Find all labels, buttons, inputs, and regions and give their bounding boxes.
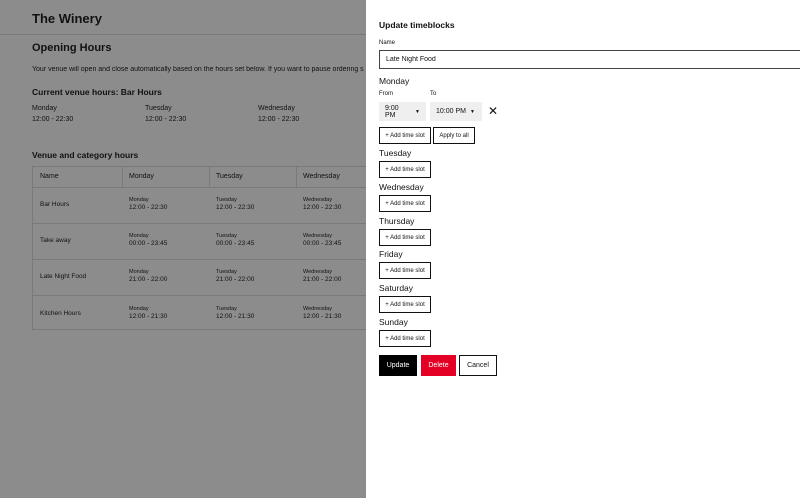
- table-cell: Tuesday 00:00 - 23:45: [216, 233, 255, 247]
- table-cell: Wednesday 21:00 - 22:00: [303, 269, 342, 283]
- row-name[interactable]: Bar Hours: [40, 201, 70, 208]
- name-input[interactable]: [379, 50, 800, 69]
- row-divider: [33, 295, 367, 296]
- venue-category-heading: Venue and category hours: [32, 150, 139, 160]
- name-label: Name: [379, 40, 396, 46]
- column-divider: [296, 167, 297, 187]
- table-cell: Wednesday 12:00 - 22:30: [303, 197, 342, 211]
- current-day-time: 12:00 - 22:30: [145, 116, 187, 123]
- day-label-wednesday: Wednesday: [379, 182, 424, 192]
- to-time-select[interactable]: [430, 102, 482, 121]
- chevron-down-icon: ▼: [415, 108, 420, 115]
- column-divider: [122, 167, 123, 187]
- venue-brand: The Winery: [32, 11, 102, 26]
- add-time-slot-button-thursday[interactable]: + Add time slot: [379, 229, 431, 246]
- column-header-monday: Monday: [129, 173, 154, 180]
- current-day-time: 12:00 - 22:30: [32, 116, 74, 123]
- table-cell: Tuesday 12:00 - 21:30: [216, 306, 255, 320]
- day-label-friday: Friday: [379, 249, 403, 259]
- add-time-slot-button-monday[interactable]: + Add time slot: [379, 127, 431, 144]
- update-button[interactable]: Update: [379, 355, 417, 376]
- day-label-sunday: Sunday: [379, 317, 408, 327]
- update-timeblocks-panel: [366, 0, 800, 498]
- column-header-wednesday: Wednesday: [303, 173, 340, 180]
- table-cell: Wednesday 00:00 - 23:45: [303, 233, 342, 247]
- current-day-label: Tuesday: [145, 105, 172, 112]
- day-label-thursday: Thursday: [379, 216, 415, 226]
- header-divider: [0, 34, 366, 35]
- current-day-label: Wednesday: [258, 105, 295, 112]
- panel-title: Update timeblocks: [379, 20, 455, 30]
- row-name[interactable]: Late Night Food: [40, 273, 87, 280]
- table-cell: Monday 21:00 - 22:00: [129, 269, 168, 283]
- current-day-wednesday: [258, 105, 299, 123]
- current-day-tuesday: [145, 105, 186, 123]
- to-label: To: [430, 91, 437, 97]
- chevron-down-icon: ▼: [469, 108, 475, 115]
- from-time-select[interactable]: [379, 102, 426, 121]
- table-cell: Tuesday 21:00 - 22:00: [216, 269, 255, 283]
- day-label-monday: Monday: [379, 76, 410, 86]
- from-label: From: [379, 91, 393, 97]
- table-cell: Tuesday 12:00 - 22:30: [216, 197, 255, 211]
- from-time-value: 9:00 PM: [385, 104, 399, 119]
- apply-to-all-button[interactable]: Apply to all: [433, 127, 475, 144]
- add-time-slot-button-friday[interactable]: + Add time slot: [379, 262, 431, 279]
- day-label-saturday: Saturday: [379, 283, 414, 293]
- delete-button[interactable]: Delete: [421, 355, 456, 376]
- current-day-label: Monday: [32, 105, 57, 112]
- row-name[interactable]: Take away: [40, 237, 71, 244]
- column-header-tuesday: Tuesday: [216, 173, 243, 180]
- venue-hours-table: [32, 166, 366, 330]
- opening-hours-intro: Your venue will open and close automatically based on the hours set below. If you want to pause ordering s: [32, 66, 364, 73]
- add-time-slot-button-saturday[interactable]: + Add time slot: [379, 296, 431, 313]
- row-name[interactable]: Kitchen Hours: [40, 310, 81, 317]
- current-hours-heading: Current venue hours: Bar Hours: [32, 87, 162, 97]
- row-divider: [33, 187, 367, 188]
- opening-hours-heading: Opening Hours: [32, 42, 112, 54]
- current-day-monday: [32, 105, 73, 123]
- table-cell: Monday 12:00 - 22:30: [129, 197, 168, 211]
- table-cell: Monday 12:00 - 21:30: [129, 306, 168, 320]
- column-divider: [209, 167, 210, 187]
- table-cell: Wednesday 12:00 - 21:30: [303, 306, 342, 320]
- row-divider: [33, 223, 367, 224]
- day-label-tuesday: Tuesday: [379, 148, 412, 158]
- column-header-name: Name: [40, 173, 59, 180]
- to-time-value: 10:00 PM: [436, 108, 466, 115]
- row-divider: [33, 259, 367, 260]
- add-time-slot-button-wednesday[interactable]: + Add time slot: [379, 195, 431, 212]
- close-icon[interactable]: ✕: [487, 104, 499, 118]
- add-time-slot-button-tuesday[interactable]: + Add time slot: [379, 161, 431, 178]
- cancel-button[interactable]: Cancel: [459, 355, 497, 376]
- add-time-slot-button-sunday[interactable]: + Add time slot: [379, 330, 431, 347]
- current-day-time: 12:00 - 22:30: [258, 116, 300, 123]
- table-cell: Monday 00:00 - 23:45: [129, 233, 168, 247]
